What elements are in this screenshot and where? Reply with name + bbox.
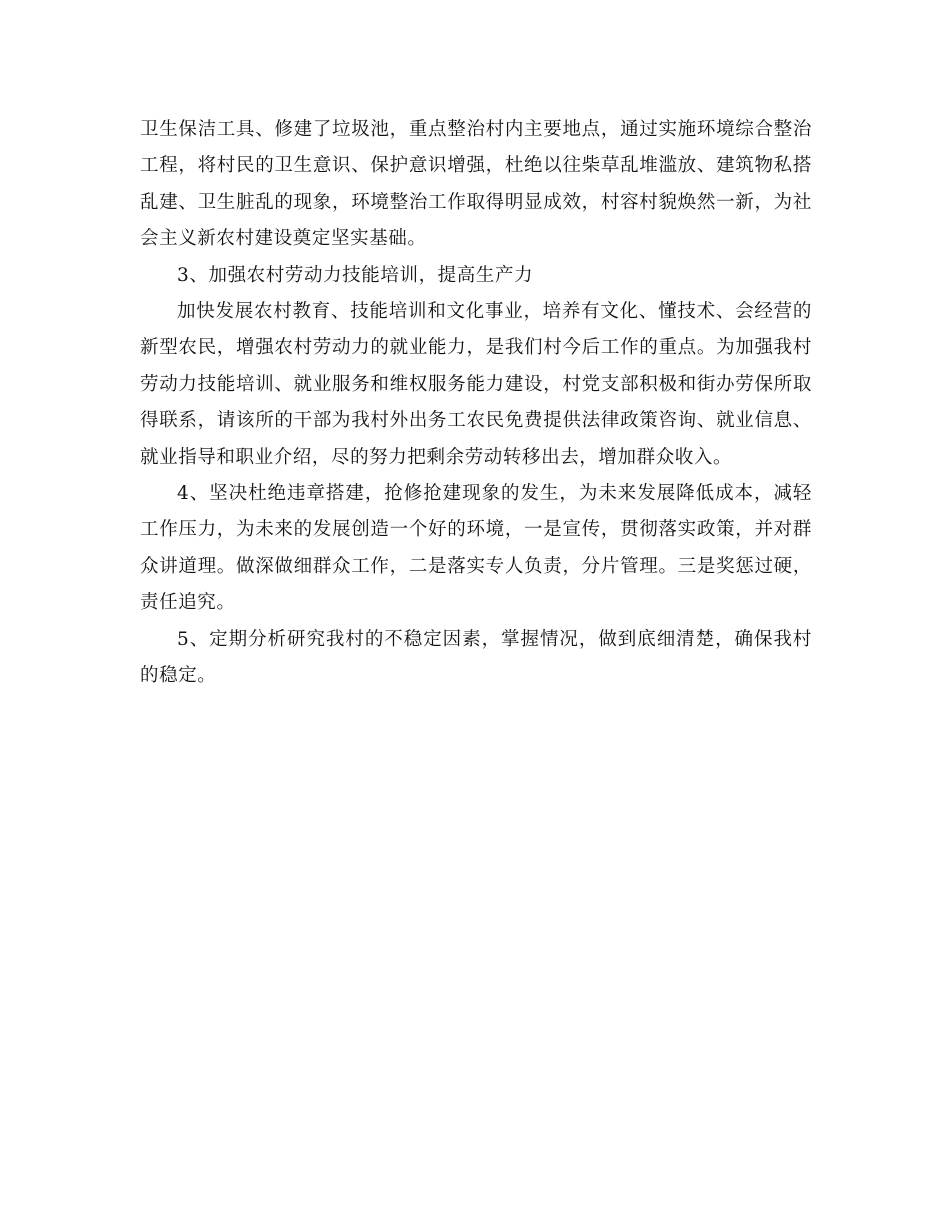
document-body bbox=[140, 112, 812, 695]
paragraph-item-4: 4、坚决杜绝违章搭建，抢修抢建现象的发生，为未来发展降低成本，减轻工作压力，为未来的发展创造一个好的环境，一是宣传，贯彻落实政策，并对群众讲道理。做深做细群众工作，二是落实专人负责，分片管理。三是奖惩过硬，责任追究。 bbox=[140, 483, 812, 614]
paragraph-item-5: 5、定期分析研究我村的不稳定因素，掌握情况，做到底细清楚，确保我村的稳定。 bbox=[140, 628, 812, 687]
section-heading-3: 3、加强农村劳动力技能培训，提高生产力 bbox=[177, 264, 534, 286]
paragraph-continuation: 卫生保洁工具、修建了垃圾池，重点整治村内主要地点，通过实施环境综合整治工程，将村民的卫生意识、保护意识增强，杜绝以往柴草乱堆滥放、建筑物私搭乱建、卫生脏乱的现象，环境整治工作取得明显成效，村容村貌焕然一新，为社会主义新农村建设奠定坚实基础。 bbox=[140, 119, 812, 250]
paragraph-training: 加快发展农村教育、技能培训和文化事业，培养有文化、懂技术、会经营的新型农民，增强农村劳动力的就业能力，是我们村今后工作的重点。为加强我村劳动力技能培训、就业服务和维权服务能力建设，村党支部积极和街办劳保所取得联系，请该所的干部为我村外出务工农民免费提供法律政策咨询、就业信息、就业指导和职业介绍，尽的努力把剩余劳动转移出去，增加群众收入。 bbox=[140, 301, 812, 468]
